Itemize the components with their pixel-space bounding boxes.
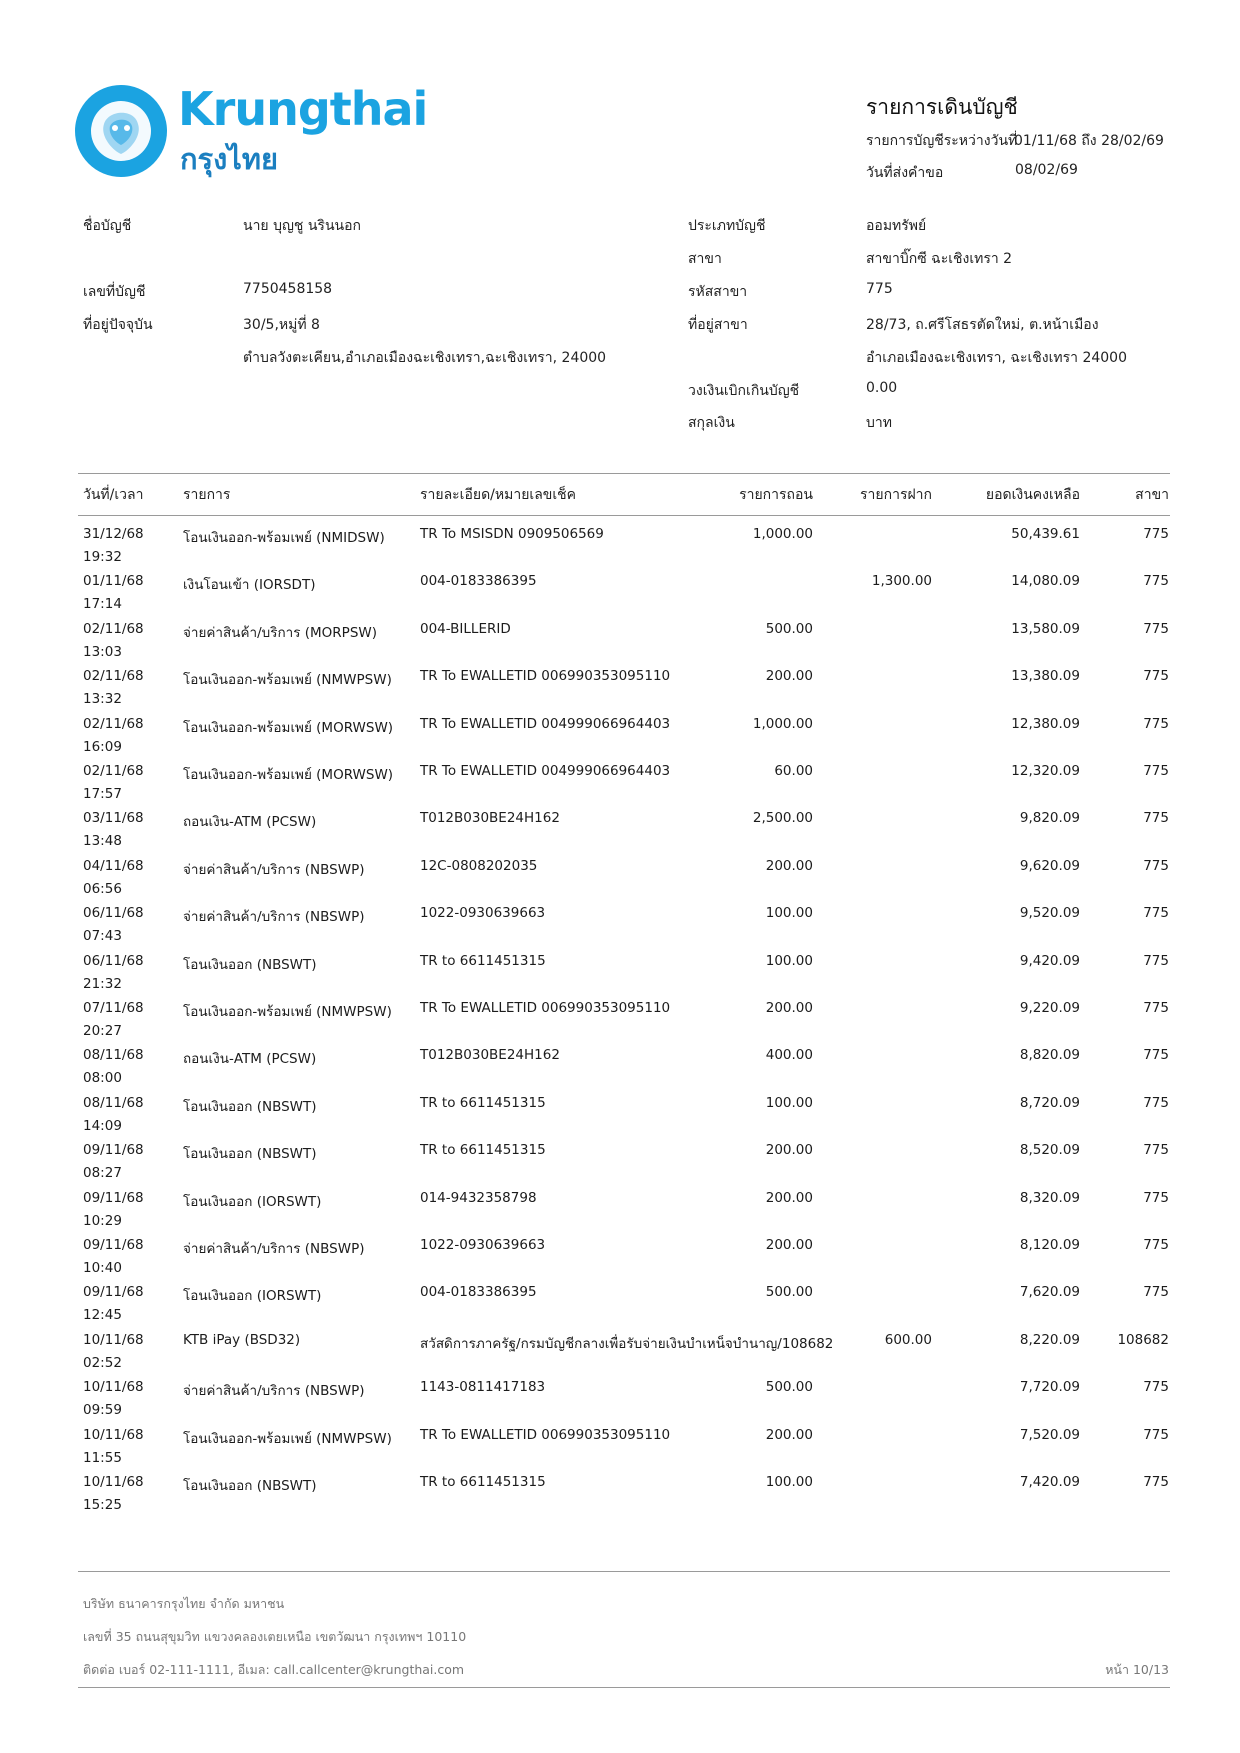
row-branch: 775 (1143, 857, 1169, 874)
row-withdraw: 100.00 (765, 905, 813, 922)
branch-address-label: ที่อยู่สาขา (688, 317, 748, 333)
table-row (0, 526, 1240, 573)
row-date: 09/11/68 (83, 1189, 144, 1206)
row-branch: 775 (1143, 1047, 1169, 1064)
row-withdraw: 100.00 (765, 952, 813, 969)
col-header-detail: รายละเอียด/หมายเลขเช็ค (420, 487, 576, 503)
row-type: จ่ายค่าสินค้า/บริการ (NBSWP) (183, 861, 365, 878)
row-detail: 12C-0808202035 (420, 857, 538, 874)
row-type: เงินโอนเข้า (IORSDT) (183, 577, 316, 594)
table-header-divider (78, 515, 1170, 516)
row-detail: 1143-0811417183 (420, 1379, 546, 1396)
table-row (0, 1379, 1240, 1426)
currency-label: สกุลเงิน (688, 415, 735, 431)
row-withdraw: 2,500.00 (752, 810, 813, 827)
row-branch: 108682 (1117, 1331, 1169, 1348)
row-deposit: 600.00 (884, 1331, 932, 1348)
row-time: 16:09 (83, 738, 122, 755)
row-withdraw: 500.00 (765, 620, 813, 637)
branch-address-line2: อำเภอเมืองฉะเชิงเทรา, ฉะเชิงเทรา 24000 (866, 350, 1127, 366)
row-balance: 9,420.09 (1019, 952, 1080, 969)
row-date: 02/11/68 (83, 620, 144, 637)
row-balance: 14,080.09 (1011, 573, 1080, 590)
row-balance: 9,820.09 (1019, 810, 1080, 827)
period-label: รายการบัญชีระหว่างวันที่ (866, 133, 1018, 149)
row-time: 06:56 (83, 880, 122, 897)
row-withdraw: 200.00 (765, 668, 813, 685)
row-time: 13:48 (83, 833, 122, 850)
row-time: 21:32 (83, 975, 122, 992)
row-time: 19:32 (83, 549, 122, 565)
row-type: จ่ายค่าสินค้า/บริการ (NBSWP) (183, 1241, 365, 1257)
table-row (0, 905, 1240, 952)
row-balance: 8,520.09 (1019, 1142, 1080, 1159)
account-name-label: ชื่อบัญชี (83, 218, 132, 234)
table-row (0, 953, 1240, 1000)
footer-top-divider (78, 1571, 1170, 1572)
col-header-type: รายการ (183, 487, 231, 503)
row-date: 02/11/68 (83, 715, 144, 732)
row-date: 09/11/68 (83, 1284, 144, 1301)
row-balance: 7,420.09 (1019, 1474, 1080, 1490)
row-time: 13:32 (83, 691, 122, 708)
row-time: 02:52 (83, 1354, 122, 1371)
row-detail: TR To EWALLETID 006990353095110 (420, 1000, 671, 1016)
branch-address-line1: 28/73, ถ.ศรีโสธรตัดใหม่, ต.หน้าเมือง (866, 317, 1099, 333)
row-balance: 7,520.09 (1019, 1426, 1080, 1443)
table-row (0, 716, 1240, 763)
table-row (0, 1000, 1240, 1047)
row-detail: 004-0183386395 (420, 573, 537, 590)
row-type: จ่ายค่าสินค้า/บริการ (MORPSW) (183, 624, 378, 641)
row-date: 03/11/68 (83, 810, 144, 827)
row-balance: 8,820.09 (1019, 1047, 1080, 1064)
table-row (0, 1332, 1240, 1379)
footer-contact: ติดต่อ เบอร์ 02-111-1111, อีเมล: call.callcenter@krungthai.com (83, 1662, 465, 1677)
table-row (0, 1237, 1240, 1284)
request-date-label: วันที่ส่งคำขอ (866, 165, 944, 181)
row-withdraw: 1,000.00 (752, 715, 813, 732)
row-branch: 775 (1143, 715, 1169, 732)
row-date: 07/11/68 (83, 1000, 144, 1016)
footer-page-number: หน้า 10/13 (1105, 1662, 1169, 1677)
row-detail: 1022-0930639663 (420, 1237, 546, 1253)
branch-value: สาขาบิ๊กซี ฉะเชิงเทรา 2 (866, 251, 1013, 267)
col-header-branch: สาขา (1135, 487, 1169, 503)
row-withdraw: 60.00 (774, 763, 813, 779)
row-withdraw: 100.00 (765, 1094, 813, 1111)
col-header-deposit: รายการฝาก (860, 487, 932, 503)
row-detail: TR To EWALLETID 006990353095110 (420, 1426, 671, 1443)
row-branch: 775 (1143, 668, 1169, 685)
request-date-value: 08/02/69 (1015, 162, 1078, 178)
row-balance: 8,120.09 (1019, 1237, 1080, 1253)
row-time: 08:27 (83, 1165, 122, 1182)
krungthai-emblem-icon (74, 84, 168, 178)
row-balance: 13,380.09 (1011, 668, 1080, 685)
row-date: 04/11/68 (83, 857, 144, 874)
footer-company: บริษัท ธนาคารกรุงไทย จำกัด มหาชน (83, 1596, 285, 1611)
address-line1: 30/5,หมู่ที่ 8 (243, 317, 320, 333)
row-type: จ่ายค่าสินค้า/บริการ (NBSWP) (183, 909, 365, 926)
row-type: โอนเงินออก-พร้อมเพย์ (NMIDSW) (183, 530, 385, 546)
row-type: ถอนเงิน-ATM (PCSW) (183, 814, 317, 831)
row-branch: 775 (1143, 952, 1169, 969)
row-type: โอนเงินออก-พร้อมเพย์ (MORWSW) (183, 719, 394, 736)
row-branch: 775 (1143, 526, 1169, 542)
overdraft-value: 0.00 (866, 380, 898, 396)
row-type: โอนเงินออก-พร้อมเพย์ (NMWPSW) (183, 1430, 392, 1447)
row-detail: TR to 6611451315 (420, 1094, 546, 1111)
row-detail: TR To EWALLETID 004999066964403 (420, 715, 671, 732)
period-value: 01/11/68 ถึง 28/02/69 (1014, 133, 1164, 149)
row-branch: 775 (1143, 1474, 1169, 1490)
account-name-value: นาย บุญชู นรินนอก (243, 218, 361, 234)
row-date: 08/11/68 (83, 1047, 144, 1064)
table-row (0, 810, 1240, 857)
row-date: 10/11/68 (83, 1379, 144, 1396)
table-row (0, 1427, 1240, 1474)
row-withdraw: 200.00 (765, 1000, 813, 1016)
row-type: จ่ายค่าสินค้า/บริการ (NBSWP) (183, 1383, 365, 1400)
row-time: 12:45 (83, 1307, 122, 1324)
account-number-value: 7750458158 (243, 281, 333, 297)
row-type: โอนเงินออก (NBSWT) (183, 956, 317, 973)
account-type-value: ออมทรัพย์ (866, 218, 927, 234)
row-time: 17:14 (83, 596, 122, 613)
bank-logo (74, 82, 428, 184)
row-date: 02/11/68 (83, 763, 144, 779)
row-date: 10/11/68 (83, 1331, 144, 1348)
row-withdraw: 500.00 (765, 1379, 813, 1396)
row-detail: T012B030BE24H162 (420, 1047, 560, 1064)
row-balance: 8,720.09 (1019, 1094, 1080, 1111)
row-withdraw: 500.00 (765, 1284, 813, 1301)
row-detail: TR To EWALLETID 004999066964403 (420, 763, 671, 779)
col-header-withdraw: รายการถอน (739, 487, 813, 503)
row-branch: 775 (1143, 1284, 1169, 1301)
row-time: 09:59 (83, 1402, 122, 1419)
row-time: 15:25 (83, 1497, 122, 1513)
table-row (0, 668, 1240, 715)
row-withdraw: 200.00 (765, 1237, 813, 1253)
row-detail: TR to 6611451315 (420, 1142, 546, 1159)
table-top-divider (78, 473, 1170, 474)
row-date: 01/11/68 (83, 573, 144, 590)
row-type: โอนเงินออก (NBSWT) (183, 1146, 317, 1163)
row-detail: TR To MSISDN 0909506569 (420, 526, 604, 542)
table-row (0, 1095, 1240, 1142)
row-time: 20:27 (83, 1023, 122, 1039)
account-type-label: ประเภทบัญชี (688, 218, 766, 234)
row-withdraw: 200.00 (765, 1426, 813, 1443)
row-balance: 9,220.09 (1019, 1000, 1080, 1016)
branch-code-label: รหัสสาขา (688, 284, 748, 300)
row-branch: 775 (1143, 810, 1169, 827)
row-type: โอนเงินออก (NBSWT) (183, 1098, 317, 1115)
row-date: 08/11/68 (83, 1094, 144, 1111)
row-branch: 775 (1143, 1142, 1169, 1159)
row-type: โอนเงินออก-พร้อมเพย์ (NMWPSW) (183, 672, 392, 689)
row-date: 02/11/68 (83, 668, 144, 685)
row-balance: 12,320.09 (1011, 763, 1080, 779)
table-row (0, 1190, 1240, 1237)
row-detail: 014-9432358798 (420, 1189, 537, 1206)
row-branch: 775 (1143, 1426, 1169, 1443)
row-type: KTB iPay (BSD32) (183, 1331, 301, 1348)
row-date: 10/11/68 (83, 1474, 144, 1490)
row-deposit: 1,300.00 (871, 573, 932, 590)
row-withdraw: 200.00 (765, 857, 813, 874)
row-time: 10:40 (83, 1260, 122, 1276)
row-detail: 004-0183386395 (420, 1284, 537, 1301)
row-date: 06/11/68 (83, 905, 144, 922)
statement-title: รายการเดินบัญชี (866, 95, 1018, 119)
col-header-balance: ยอดเงินคงเหลือ (985, 487, 1080, 503)
footer-bottom-divider (78, 1687, 1170, 1688)
address-label: ที่อยู่ปัจจุบัน (83, 317, 153, 333)
row-time: 08:00 (83, 1070, 122, 1087)
table-row (0, 858, 1240, 905)
row-branch: 775 (1143, 1000, 1169, 1016)
row-detail: 1022-0930639663 (420, 905, 546, 922)
col-header-datetime: วันที่/เวลา (83, 487, 144, 503)
bank-name-en: Krungthai (178, 82, 428, 136)
branch-code-value: 775 (866, 281, 893, 297)
row-time: 10:29 (83, 1212, 122, 1229)
row-branch: 775 (1143, 905, 1169, 922)
row-type: โอนเงินออก (IORSWT) (183, 1193, 322, 1210)
table-row (0, 763, 1240, 810)
row-type: ถอนเงิน-ATM (PCSW) (183, 1051, 317, 1068)
row-balance: 7,720.09 (1019, 1379, 1080, 1396)
row-balance: 9,620.09 (1019, 857, 1080, 874)
row-branch: 775 (1143, 1237, 1169, 1253)
footer-address: เลขที่ 35 ถนนสุขุมวิท แขวงคลองเตยเหนือ เขตวัฒนา กรุงเทพฯ 10110 (83, 1629, 467, 1644)
row-balance: 8,220.09 (1019, 1331, 1080, 1348)
row-branch: 775 (1143, 1189, 1169, 1206)
row-type: โอนเงินออก-พร้อมเพย์ (MORWSW) (183, 767, 394, 783)
row-branch: 775 (1143, 763, 1169, 779)
row-withdraw: 200.00 (765, 1189, 813, 1206)
row-withdraw: 1,000.00 (752, 526, 813, 542)
row-withdraw: 400.00 (765, 1047, 813, 1064)
row-withdraw: 100.00 (765, 1474, 813, 1490)
branch-label: สาขา (688, 251, 722, 267)
row-branch: 775 (1143, 573, 1169, 590)
row-branch: 775 (1143, 1094, 1169, 1111)
row-date: 09/11/68 (83, 1237, 144, 1253)
address-line2: ตำบลวังตะเคียน,อำเภอเมืองฉะเชิงเทรา,ฉะเชิงเทรา, 24000 (243, 350, 607, 366)
row-balance: 50,439.61 (1011, 526, 1080, 542)
row-date: 06/11/68 (83, 952, 144, 969)
row-time: 07:43 (83, 928, 122, 945)
table-row (0, 1047, 1240, 1094)
row-balance: 9,520.09 (1019, 905, 1080, 922)
row-time: 13:03 (83, 643, 122, 660)
table-row (0, 573, 1240, 620)
table-row (0, 1142, 1240, 1189)
row-type: โอนเงินออก (NBSWT) (183, 1478, 317, 1494)
table-row (0, 1284, 1240, 1331)
row-type: โอนเงินออก-พร้อมเพย์ (NMWPSW) (183, 1004, 392, 1020)
row-date: 10/11/68 (83, 1426, 144, 1443)
row-balance: 7,620.09 (1019, 1284, 1080, 1301)
bank-name-th: กรุงไทย (180, 142, 278, 176)
row-type: โอนเงินออก (IORSWT) (183, 1288, 322, 1305)
row-balance: 8,320.09 (1019, 1189, 1080, 1206)
row-detail: TR to 6611451315 (420, 952, 546, 969)
row-date: 09/11/68 (83, 1142, 144, 1159)
row-withdraw: 200.00 (765, 1142, 813, 1159)
row-date: 31/12/68 (83, 526, 144, 542)
currency-value: บาท (866, 415, 892, 431)
row-time: 11:55 (83, 1449, 122, 1466)
table-row (0, 1474, 1240, 1521)
row-detail: สวัสดิการภาครัฐ/กรมบัญชีกลางเพื่อรับจ่ายเงินบำเหน็จบำนาญ/108682 (420, 1335, 834, 1352)
account-number-label: เลขที่บัญชี (83, 284, 146, 300)
table-row (0, 621, 1240, 668)
row-branch: 775 (1143, 1379, 1169, 1396)
row-detail: TR to 6611451315 (420, 1474, 546, 1490)
row-time: 17:57 (83, 786, 122, 802)
row-time: 14:09 (83, 1117, 122, 1134)
row-detail: 004-BILLERID (420, 620, 511, 637)
row-detail: TR To EWALLETID 006990353095110 (420, 668, 671, 685)
overdraft-label: วงเงินเบิกเกินบัญชี (688, 383, 800, 399)
row-balance: 13,580.09 (1011, 620, 1080, 637)
row-balance: 12,380.09 (1011, 715, 1080, 732)
row-detail: T012B030BE24H162 (420, 810, 560, 827)
row-branch: 775 (1143, 620, 1169, 637)
